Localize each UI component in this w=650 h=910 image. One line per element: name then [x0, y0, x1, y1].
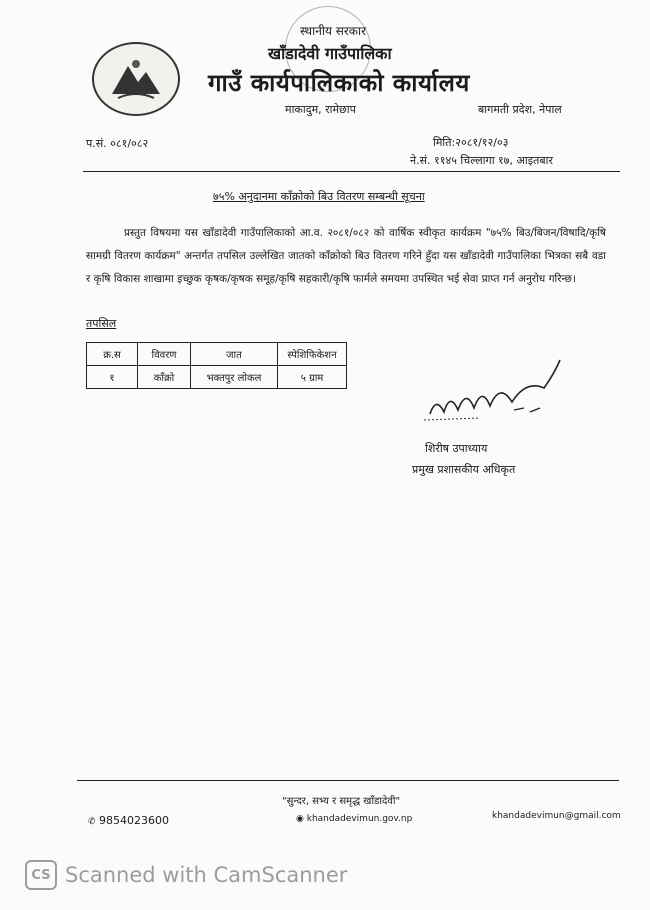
notice-body: प्रस्तुत विषयमा यस खाँडादेवी गाउँपालिकाको आ.व. २०८१/०८२ को वार्षिक स्वीकृत कार्यक्रम "७५% बिउ/बिजन/विषादि/कृषि सामग्री वितरण कार्यक्रम" अन्तर्गत तपसिल उल्लेखित जातको काँक्रोको बिउ वितरण गरिने हुँदा यस खाँडादेवी गाउँपालिका भित्रका सबै वडा र कृषि विकास शाखामा इच्छुक कृषक/कृषक समूह/कृषि सहकारी/कृषि फार्मले समयमा उपस्थित भई सेवा प्राप्त गर्न अनुरोध गरिन्छ। [86, 227, 606, 285]
details-label: तपसिल [86, 317, 117, 330]
footer-slogan: "सुन्दर, सभ्य र समृद्ध खाँडादेवी" [282, 796, 401, 807]
cell-description: काँक्रो [138, 366, 191, 389]
signer-name: शिरीष उपाध्याय [425, 442, 488, 455]
footer-website [296, 814, 412, 824]
address-province: बागमती प्रदेश, नेपाल [478, 103, 562, 116]
details-table [86, 342, 347, 389]
globe-icon: ◉ [296, 814, 304, 824]
table-header-row [87, 343, 347, 366]
address-location: माकादुम, रामेछाप [285, 103, 356, 116]
footer-divider [77, 780, 619, 781]
handwritten-signature-icon [420, 352, 570, 432]
header-variety: जात [191, 343, 278, 366]
phone-icon: ✆ [88, 817, 96, 827]
header-serial: क्र.स [87, 343, 138, 366]
nepal-emblem-icon [92, 42, 180, 116]
watermark-text: Scanned with CamScanner [65, 863, 348, 887]
reference-number: प.सं. ०८१/०८२ [86, 137, 149, 150]
header-divider [83, 171, 620, 172]
cell-specification: ५ ग्राम [278, 366, 347, 389]
notice-title: ७५% अनुदानमा काँक्रोको बिउ वितरण सम्बन्धी सूचना [213, 190, 425, 203]
cell-variety: भक्तपुर लोकल [191, 366, 278, 389]
header-description: विवरण [138, 343, 191, 366]
government-line: स्थानीय सरकार [300, 24, 366, 38]
website-url: khandadevimun.gov.np [306, 814, 413, 824]
municipality-name: खाँडादेवी गाउँपालिका [268, 44, 392, 63]
table-row [87, 366, 347, 389]
date: मिति:२०८१/१२/०३ [433, 136, 509, 149]
signer-title: प्रमुख प्रशासकीय अधिकृत [412, 463, 516, 476]
camscanner-logo-icon: CS [25, 860, 57, 890]
footer-phone [88, 814, 169, 827]
nepal-sambat-date: ने.सं. ११४५ चिल्लागा १७, आइतबार [410, 154, 554, 167]
phone-number: 9854023600 [99, 814, 170, 827]
cell-serial: १ [87, 366, 138, 389]
footer-email: khandadevimun@gmail.com [492, 811, 621, 821]
camscanner-watermark [25, 860, 347, 890]
office-name: गाउँ कार्यपालिकाको कार्यालय [208, 69, 470, 97]
header-specification: स्पेशिफिकेशन [278, 343, 347, 366]
